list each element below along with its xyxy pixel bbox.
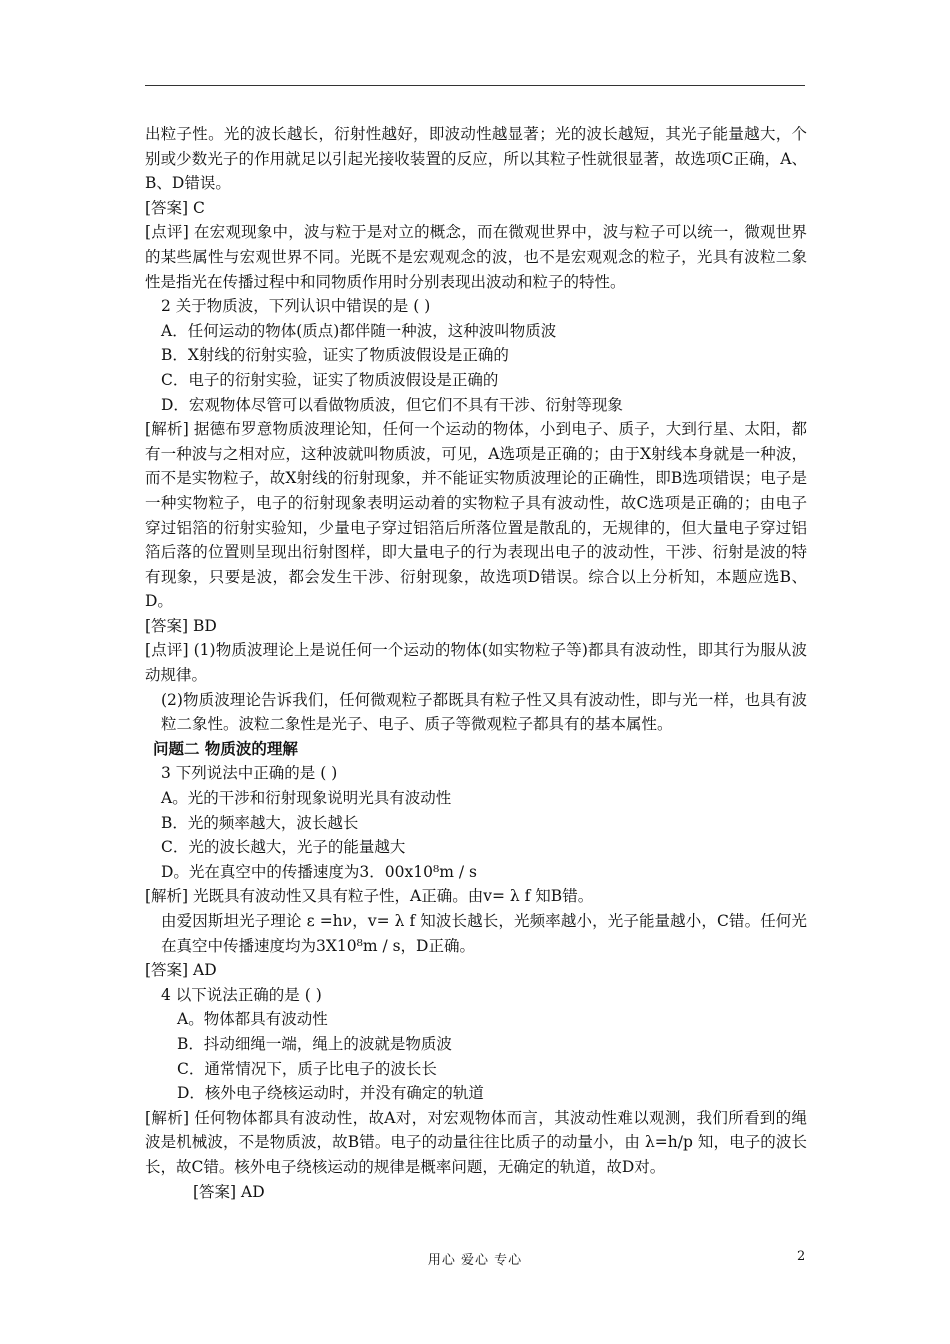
paragraph: A。物体都具有波动性 [177, 1010, 328, 1029]
paragraph: B．X射线的衍射实验，证实了物质波假设是正确的 [161, 346, 509, 365]
paragraph: D。光在真空中的传播速度为3．00x10⁸m / s [161, 862, 477, 881]
paragraph: 4 以下说法正确的是 ( ) [161, 985, 322, 1004]
paragraph: [解析] 光既具有波动性又具有粒子性，A正确。由v= λ f 知B错。 [145, 887, 594, 906]
paragraph: [答案] AD [145, 961, 217, 980]
paragraph: [答案] AD [193, 1182, 265, 1201]
header-rule [145, 85, 805, 86]
paragraph: D．宏观物体尽管可以看做物质波，但它们不具有干涉、衍射等现象 [161, 395, 623, 414]
paragraph: C．光的波长越大，光子的能量越大 [161, 838, 406, 857]
document-body [145, 122, 807, 1204]
paragraph: [点评] 在宏观现象中，波与粒于是对立的概念，而在微观世界中，波与粒子可以统一，微观世界的某些属性与宏观世界不同。光既不是宏观观念的波，也不是宏观观念的粒子，光具有波粒二象性是指光在传播过程中和同物质作用时分别表现出波动和粒子的特性。 [145, 223, 807, 291]
paragraph: C．通常情况下，质子比电子的波长长 [177, 1059, 437, 1078]
paragraph: 2 关于物质波，下列认识中错误的是 ( ) [161, 297, 431, 316]
paragraph: B．光的频率越大，波长越长 [161, 813, 359, 832]
paragraph: 出粒子性。光的波长越长，衍射性越好，即波动性越显著；光的波长越短，其光子能量越大，个别或少数光子的作用就足以引起光接收装置的反应，所以其粒子性就很显著，故选项C正确，A、B、D错误。 [145, 125, 807, 193]
paragraph: [解析] 据德布罗意物质波理论知，任何一个运动的物体，小到电子、质子，大到行星、太阳，都有一种波与之相对应，这种波就叫物质波，可见，A选项是正确的；由于X射线本身就是一种波，而不是实物粒子，故X射线的衍射现象，并不能证实物质波理论的正确性，即B选项错误；电子是一种实物粒子，电子的衍射现象表明运动着的实物粒子具有波动性，故C选项是正确的；由电子穿过铝箔的衍射实验知，少量电子穿过铝箔后所落位置是散乱的，无规律的，但大量电子穿过铝箔后落的位置则呈现出衍射图样，即大量电子的行为表现出电子的波动性，干涉、衍射是波的特有现象，只要是波，都会发生干涉、衍射现象，故选项D错误。综合以上分析知，本题应选B、D。 [145, 420, 807, 611]
paragraph: [答案] C [145, 198, 205, 217]
paragraph: B．抖动细绳一端，绳上的波就是物质波 [177, 1034, 452, 1053]
paragraph: A．任何运动的物体(质点)都伴随一种波，这种波叫物质波 [161, 321, 557, 340]
paragraph: D．核外电子绕核运动时，并没有确定的轨道 [177, 1084, 484, 1103]
paragraph: A。光的干涉和衍射现象说明光具有波动性 [161, 789, 452, 808]
paragraph: [答案] BD [145, 616, 217, 635]
paragraph: 由爱因斯坦光子理论 ε =hν，v= λ f 知波长越长，光频率越小，光子能量越小，C错。任何光在真空中传播速度均为3X10⁸m / s，D正确。 [161, 912, 807, 955]
paragraph: (2)物质波理论告诉我们，任何微观粒子都既具有粒子性又具有波动性，即与光一样，也具有波粒二象性。波粒二象性是光子、电子、质子等微观粒子都具有的基本属性。 [161, 690, 807, 734]
paragraph: [解析] 任何物体都具有波动性，故A对，对宏观物体而言，其波动性难以观测，我们所看到的绳波是机械波，不是物质波，故B错。电子的动量往往比质子的动量小，由 λ=h/p 知，电子的波长长，故C错。核外电子绕核运动的规律是概率问题，无确定的轨道，故D对。 [145, 1108, 807, 1176]
section-heading: 问题二 物质波的理解 [153, 738, 298, 758]
paragraph: [点评] (1)物质波理论上是说任何一个运动的物体(如实物粒子等)都具有波动性，即其行为服从波动规律。 [145, 641, 807, 685]
footer-slogan: 用心 爱心 专心 [427, 1253, 523, 1268]
paragraph: C．电子的衍射实验，证实了物质波假设是正确的 [161, 370, 499, 389]
page-number: 2 [797, 1249, 806, 1264]
paragraph: 3 下列说法中正确的是 ( ) [161, 764, 338, 783]
